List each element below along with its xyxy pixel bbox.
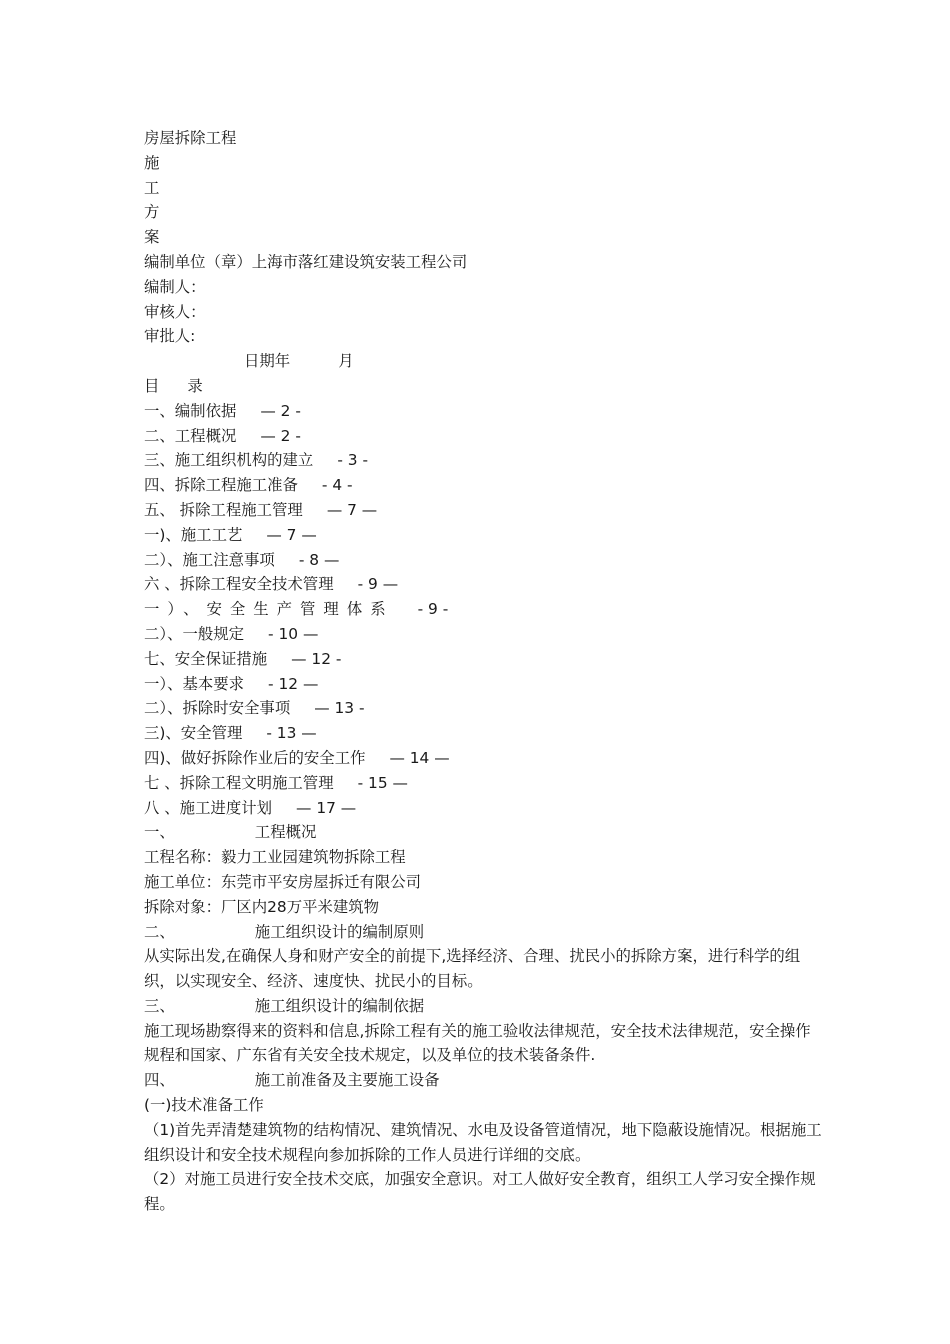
toc-item-label: 八 、施工进度计划 [144,798,273,817]
toc-item [144,448,824,473]
toc-item-page: - 9 - [417,600,449,619]
toc-item [144,672,824,697]
toc-item-page: - 10 — [268,624,319,643]
toc-item-page: — 2 - [260,426,301,445]
toc-item [144,721,824,746]
toc-item-label: 六 、拆除工程安全技术管理 [144,575,334,594]
toc-item-label: 二、工程概况 [144,426,237,445]
section-3-text: 施工现场勘察得来的资料和信息,拆除工程有关的施工验收法律规范，安全技术法律规范，安全操作规程和国家、广东省有关安全技术规定，以及单位的技术装备条件. [144,1021,811,1065]
toc-item-page: - 4 - [321,476,353,495]
toc-heading-right: 录 [187,376,203,395]
section-2-text: 从实际出发,在确保人身和财产安全的前提下,选择经济、合理、扰民小的拆除方案，进行科学的组织，以实现安全、经济、速度快、扰民小的目标。 [144,947,801,991]
toc-item [144,473,824,498]
toc-item-label: 一、编制依据 [144,401,237,420]
demolition-target: 拆除对象：厂区内28万平米建筑物 [144,897,380,916]
section-2-heading [144,920,824,945]
toc-heading-left: 目 [144,376,160,395]
toc-item-page: - 9 — [357,575,399,594]
toc-item-label: 七 、拆除工程文明施工管理 [144,773,334,792]
toc-item-page: — 7 — [326,500,378,519]
paragraph-1: （1)首先弄清楚建筑物的结构情况、建筑情况、水电及设备管道情况，地下隐蔽设施情况。根据施工组织设计和安全技术规程向参加拆除的工作人员进行详细的交底。 [144,1120,822,1164]
date-line [144,349,824,374]
toc-item [144,498,824,523]
compiling-unit: 编制单位（章）上海市落红建设筑安装工程公司 [144,252,468,271]
toc-item-label: 三)、安全管理 [144,724,243,743]
subsection-heading: (一)技术准备工作 [144,1096,264,1115]
toc-item-page: — 14 — [389,748,450,767]
toc-item-label: 二）、拆除时安全事项 [144,699,291,718]
contractor: 施工单位：东莞市平安房屋拆迁有限公司 [144,872,422,891]
toc-item-label: 一）、基本要求 [144,674,245,693]
toc-item [144,572,824,597]
document-page [144,126,824,1217]
toc-item-label: 三、施工组织机构的建立 [144,451,314,470]
section-title: 施工组织设计的编制依据 [254,996,425,1015]
cover-vertical-char: 案 [144,228,160,247]
toc-item [144,647,824,672]
toc-item-label: 一)、施工工艺 [144,525,243,544]
toc-item [144,548,824,573]
toc-item-page: - 8 — [298,550,340,569]
section-title: 施工前准备及主要施工设备 [254,1071,440,1090]
toc-item-page: - 12 — [268,674,319,693]
toc-item-label: 二）、一般规定 [144,624,245,643]
toc-item-page: - 13 — [266,724,317,743]
toc-item-page: — 7 — [266,525,317,544]
approver-field: 审批人: [144,327,196,346]
author-field: 编制人： [144,277,206,296]
section-1-heading [144,820,824,845]
cover-vertical-char: 工 [144,178,160,197]
toc-item [144,796,824,821]
paragraph-2: （2）对施工员进行安全技术交底，加强安全意识。对工人做好安全教育，组织工人学习安全操作规程。 [144,1170,816,1214]
toc-item-page: — 17 — [296,798,357,817]
toc-item [144,696,824,721]
toc-item-label: 四、拆除工程施工准备 [144,476,298,495]
toc-item-page: — 13 - [314,699,365,718]
section-number: 二、 [144,922,175,941]
section-number: 四、 [144,1071,175,1090]
section-number: 三、 [144,996,175,1015]
toc-item-page: — 12 - [291,649,342,668]
toc-item-label: 五、 拆除工程施工管理 [144,500,303,519]
toc-item [144,622,824,647]
toc-item-page: — 2 - [260,401,301,420]
section-3-heading [144,994,824,1019]
toc-item [144,771,824,796]
toc-item [144,424,824,449]
toc-heading [144,374,824,399]
project-name: 工程名称：毅力工业园建筑物拆除工程 [144,848,406,867]
section-4-heading [144,1068,824,1093]
toc-item-label: 二）、施工注意事项 [144,550,275,569]
toc-item [144,746,824,771]
toc-item-label: 七、安全保证措施 [144,649,268,668]
cover-vertical-char: 方 [144,203,160,222]
toc-item [144,597,824,622]
cover-vertical-char: 施 [144,153,160,172]
toc-item-page: - 3 - [337,451,368,470]
toc-item [144,523,824,548]
toc-item-label: 一）、安全生产管理体系 [144,600,394,619]
section-number: 一、 [144,823,175,842]
toc-item-label: 四)、做好拆除作业后的安全工作 [144,748,366,767]
cover-title: 房屋拆除工程 [144,129,237,147]
date-label: 日期年 [244,352,291,371]
toc-item [144,399,824,424]
section-title: 工程概况 [254,823,317,842]
section-title: 施工组织设计的编制原则 [254,922,425,941]
reviewer-field: 审核人： [144,302,206,321]
table-of-contents [144,399,824,821]
month-label: 月 [338,352,354,371]
toc-item-page: - 15 — [357,773,408,792]
